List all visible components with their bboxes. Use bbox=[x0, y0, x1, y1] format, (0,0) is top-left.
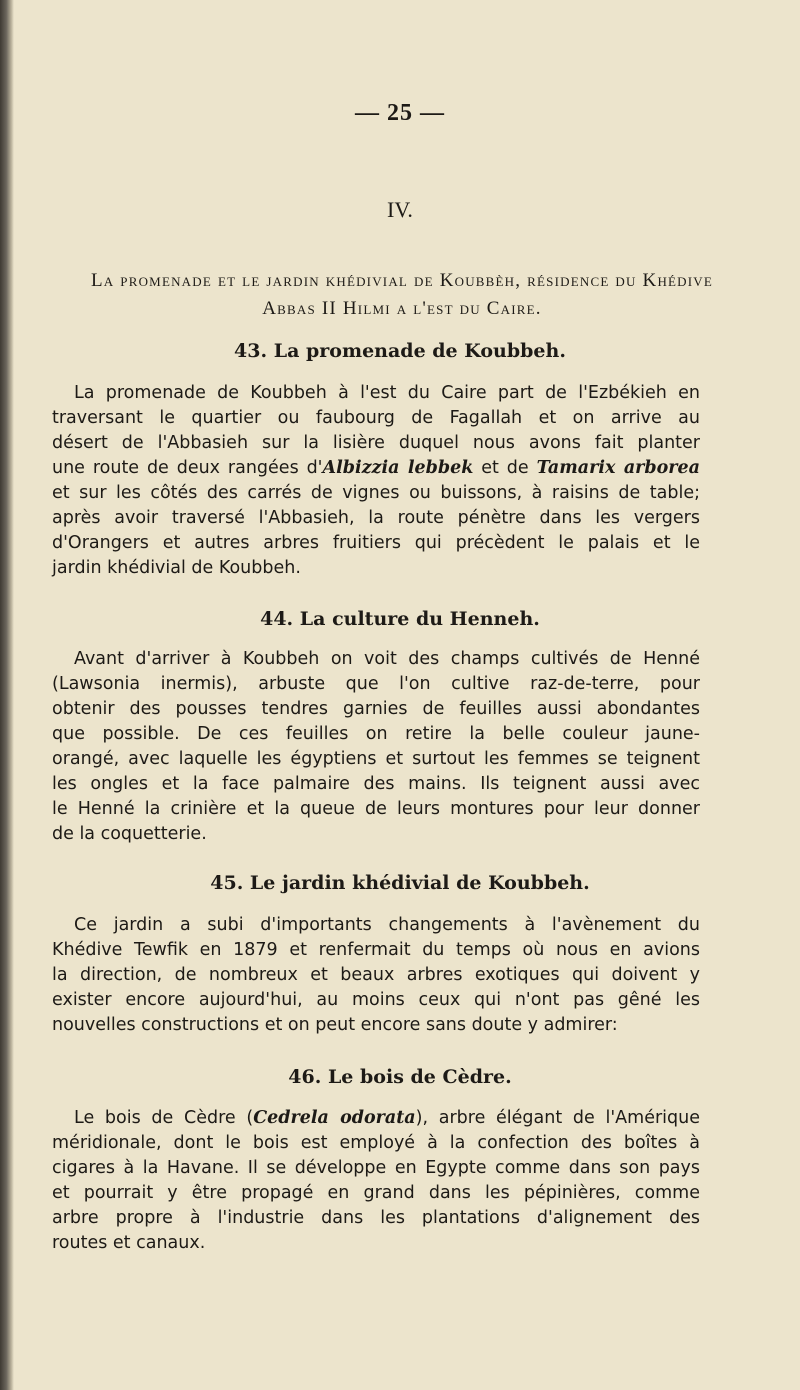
text-run: et de bbox=[473, 458, 537, 478]
text-line: arbre propre à l'industrie dans les plantations d'alignement des bbox=[52, 1208, 700, 1228]
text-line: le Henné la crinière et la queue de leurs montures pour leur donner bbox=[52, 799, 700, 819]
text-line: après avoir traversé l'Abbasieh, la route pénètre dans les vergers bbox=[52, 508, 700, 528]
species-name: Cedrela odorata bbox=[253, 1108, 416, 1128]
section-heading-45: 45. Le jardin khédivial de Koubbeh. bbox=[210, 872, 590, 894]
text-line-with-italics bbox=[52, 458, 700, 478]
text-line: Khédive Tewfik en 1879 et renfermait du temps où nous en avions bbox=[52, 940, 700, 960]
text-line: exister encore aujourd'hui, au moins ceux qui n'ont pas gêné les bbox=[52, 990, 700, 1010]
text-line: et sur les côtés des carrés de vignes ou buissons, à raisins de table; bbox=[52, 483, 700, 503]
text-run: une route de deux rangées d' bbox=[52, 458, 323, 478]
text-line: méridionale, dont le bois est employé à la confection des boîtes à bbox=[52, 1133, 700, 1153]
text-line: et pourrait y être propagé en grand dans les pépinières, comme bbox=[52, 1183, 700, 1203]
text-run: ), arbre élégant de l'Amérique bbox=[415, 1108, 700, 1128]
text-line-with-italics bbox=[74, 1108, 700, 1128]
text-line: nouvelles constructions et on peut encore sans doute y admirer: bbox=[52, 1015, 618, 1035]
species-name: Albizzia lebbek bbox=[322, 458, 474, 478]
species-name: Tamarix arborea bbox=[536, 458, 700, 478]
text-line: obtenir des pousses tendres garnies de feuilles aussi abondantes bbox=[52, 699, 700, 719]
chapter-title-line-1: La promenade et le jardin khédivial de Koubbèh, résidence du Khédive bbox=[90, 270, 714, 291]
page-number: — 25 — bbox=[355, 100, 445, 126]
text-run: Le bois de Cèdre ( bbox=[74, 1108, 254, 1128]
text-line: traversant le quartier ou faubourg de Fagallah et on arrive au bbox=[52, 408, 700, 428]
text-line: d'Orangers et autres arbres fruitiers qui précèdent le palais et le bbox=[52, 533, 700, 553]
text-line: La promenade de Koubbeh à l'est du Caire part de l'Ezbékieh en bbox=[74, 383, 700, 403]
text-line: Ce jardin a subi d'importants changements à l'avènement du bbox=[74, 915, 700, 935]
text-line: Avant d'arriver à Koubbeh on voit des champs cultivés de Henné bbox=[74, 649, 700, 669]
chapter-title-line-2: Abbas II Hilmi a l'est du Caire. bbox=[262, 298, 542, 319]
section-heading-46: 46. Le bois de Cèdre. bbox=[288, 1066, 512, 1088]
text-line: jardin khédivial de Koubbeh. bbox=[52, 558, 301, 578]
text-line: routes et canaux. bbox=[52, 1233, 206, 1253]
text-line: la direction, de nombreux et beaux arbres exotiques qui doivent y bbox=[52, 965, 700, 985]
text-line: de la coquetterie. bbox=[52, 824, 207, 844]
text-line: (Lawsonia inermis), arbuste que l'on cultive raz-de-terre, pour bbox=[52, 674, 700, 694]
chapter-number: IV. bbox=[387, 197, 413, 222]
text-line: que possible. De ces feuilles on retire la belle couleur jaune- bbox=[52, 724, 700, 744]
text-line: désert de l'Abbasieh sur la lisière duquel nous avons fait planter bbox=[52, 433, 700, 453]
section-heading-44: 44. La culture du Henneh. bbox=[260, 608, 540, 630]
text-line: orangé, avec laquelle les égyptiens et surtout les femmes se teignent bbox=[52, 749, 700, 769]
text-line: cigares à la Havane. Il se développe en Egypte comme dans son pays bbox=[52, 1158, 700, 1178]
section-heading-43: 43. La promenade de Koubbeh. bbox=[234, 340, 566, 362]
text-line: les ongles et la face palmaire des mains. Ils teignent aussi avec bbox=[52, 774, 700, 794]
